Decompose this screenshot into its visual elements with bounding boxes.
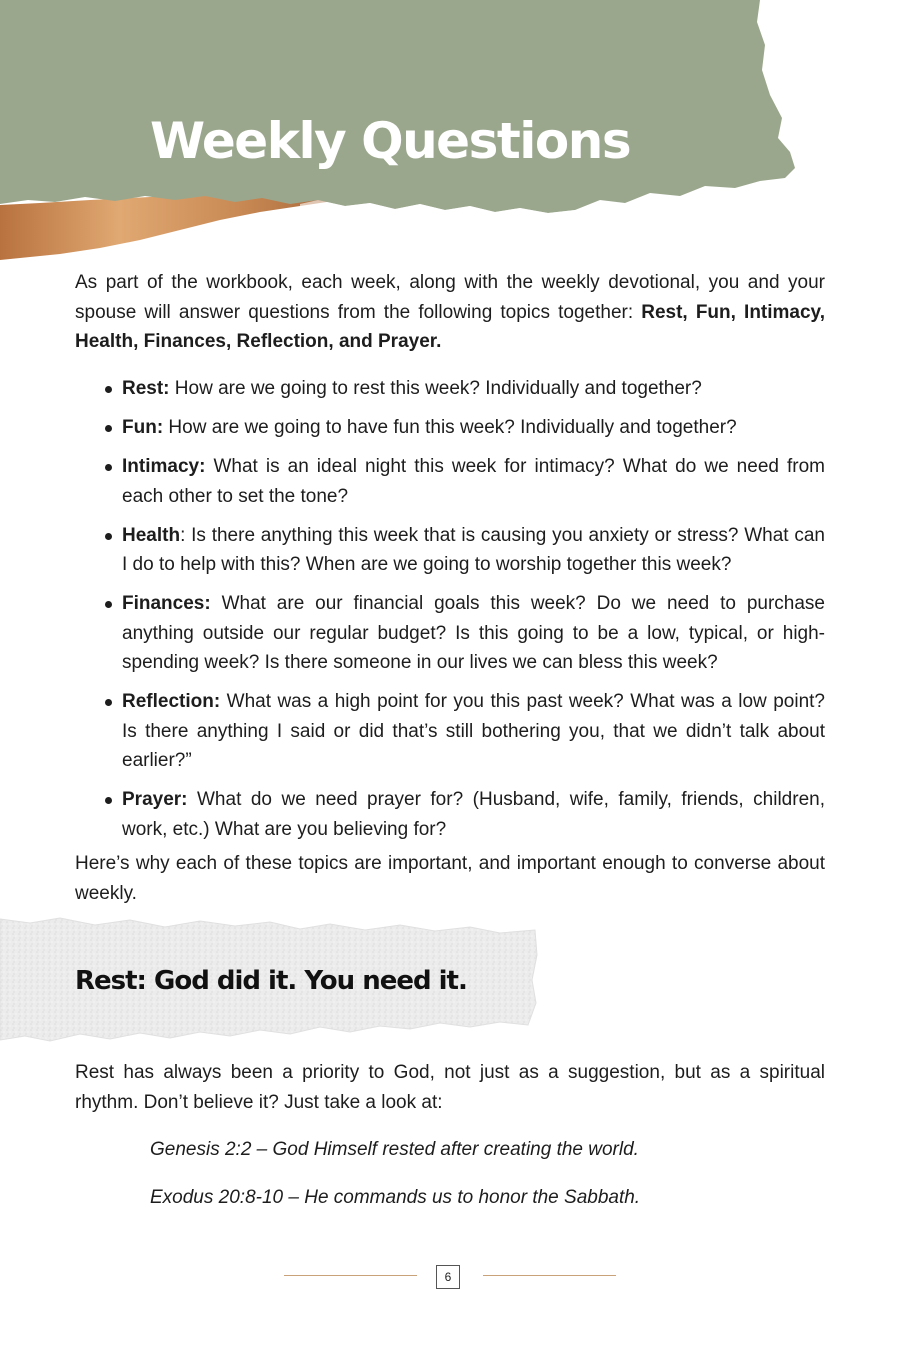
footer-rule-left <box>284 1275 417 1276</box>
list-item <box>100 687 825 776</box>
intro-topics: Rest, Fun, Intimacy, Health, Finances, Reflection, and Prayer. <box>75 301 825 352</box>
topic-term: Health <box>122 524 181 546</box>
topic-list <box>100 374 825 854</box>
scripture-verse: Exodus 20:8-10 – He commands us to honor the Sabbath. <box>150 1187 641 1208</box>
why-paragraph: Here’s why each of these topics are important, and important enough to converse about weekly. <box>75 853 825 904</box>
page-title: Weekly Questions <box>150 112 631 170</box>
sage-torn-paper <box>0 0 795 213</box>
list-item <box>100 785 825 844</box>
list-item <box>100 374 825 404</box>
list-item <box>100 521 825 580</box>
section-heading: Rest: God did it. You need it. <box>75 966 467 996</box>
scripture-verse: Genesis 2:2 – God Himself rested after creating the world. <box>150 1139 639 1160</box>
topic-question: What are our financial goals this week? Do we need to purchase anything outside our regular budget? Is this going to be a low, typical, or high-spending week? Is there someone in our lives we can bless this week? <box>122 593 825 673</box>
topic-term: Intimacy: <box>122 456 206 477</box>
topic-question: What do we need prayer for? (Husband, wife, family, friends, children, work, etc.) What are you believing for? <box>122 789 825 840</box>
topic-question: What was a high point for you this past week? What was a low point? Is there anything I said or did that’s still bothering you, that we didn’t talk about earlier?” <box>122 691 825 771</box>
page-number: 6 <box>436 1265 460 1289</box>
intro-paragraph <box>75 268 825 357</box>
list-item <box>100 452 825 511</box>
topic-term: Finances: <box>122 593 211 614</box>
topic-term: Rest: <box>122 378 170 399</box>
topic-question: How are we going to have fun this week? Individually and together? <box>163 417 737 438</box>
footer-rule-right <box>483 1275 616 1276</box>
topic-term: Reflection: <box>122 691 221 712</box>
topic-question: How are we going to rest this week? Individually and together? <box>169 378 702 399</box>
list-item <box>100 413 825 443</box>
topic-question: : Is there anything this week that is causing you anxiety or stress? What can I do to help with this? When are we going to worship together this week? <box>122 524 825 575</box>
topic-question: What is an ideal night this week for intimacy? What do we need from each other to set the tone? <box>122 456 825 507</box>
topic-term: Prayer: <box>122 789 188 810</box>
intro-text: As part of the workbook, each week, along with the weekly devotional, you and your spouse will answer questions from the following topics together: <box>75 272 825 323</box>
list-item <box>100 589 825 678</box>
topic-term: Fun: <box>122 417 164 438</box>
rest-paragraph: Rest has always been a priority to God, not just as a suggestion, but as a spiritual rhythm. Don’t believe it? Just take a look at: <box>75 1062 825 1113</box>
